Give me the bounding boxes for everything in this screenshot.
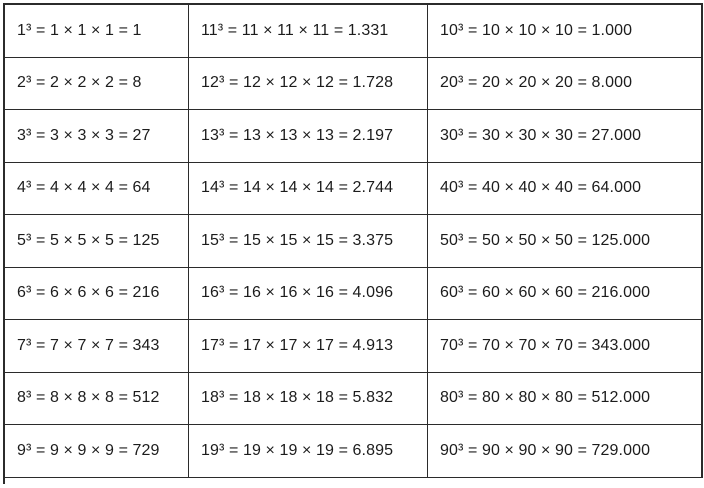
table-cell: 16³ = 16 × 16 × 16 = 4.096 — [189, 268, 428, 321]
table-cell: 18³ = 18 × 18 × 18 = 5.832 — [189, 373, 428, 426]
table-cell: 15³ = 15 × 15 × 15 = 3.375 — [189, 215, 428, 268]
table-cell: 8³ = 8 × 8 × 8 = 512 — [5, 373, 189, 426]
table-cell: 2³ = 2 × 2 × 2 = 8 — [5, 58, 189, 111]
table-cell: 9³ = 9 × 9 × 9 = 729 — [5, 425, 189, 478]
table-cell: 5³ = 5 × 5 × 5 = 125 — [5, 215, 189, 268]
table-cell: 17³ = 17 × 17 × 17 = 4.913 — [189, 320, 428, 373]
table-cell: 30³ = 30 × 30 × 30 = 27.000 — [428, 110, 701, 163]
table-cell: 70³ = 70 × 70 × 70 = 343.000 — [428, 320, 701, 373]
table-continuation-left-border — [3, 478, 5, 484]
table-cell: 6³ = 6 × 6 × 6 = 216 — [5, 268, 189, 321]
table-cell: 13³ = 13 × 13 × 13 = 2.197 — [189, 110, 428, 163]
table-cell: 20³ = 20 × 20 × 20 = 8.000 — [428, 58, 701, 111]
table-cell: 90³ = 90 × 90 × 90 = 729.000 — [428, 425, 701, 478]
table-cell: 1³ = 1 × 1 × 1 = 1 — [5, 5, 189, 58]
table-cell: 50³ = 50 × 50 × 50 = 125.000 — [428, 215, 701, 268]
table-cell: 80³ = 80 × 80 × 80 = 512.000 — [428, 373, 701, 426]
table-cell: 60³ = 60 × 60 × 60 = 216.000 — [428, 268, 701, 321]
table-cell: 12³ = 12 × 12 × 12 = 1.728 — [189, 58, 428, 111]
table-cell: 3³ = 3 × 3 × 3 = 27 — [5, 110, 189, 163]
cubes-table — [3, 3, 703, 478]
table-cell: 7³ = 7 × 7 × 7 = 343 — [5, 320, 189, 373]
table-cell: 11³ = 11 × 11 × 11 = 1.331 — [189, 5, 428, 58]
table-cell: 4³ = 4 × 4 × 4 = 64 — [5, 163, 189, 216]
table-cell: 10³ = 10 × 10 × 10 = 1.000 — [428, 5, 701, 58]
table-cell: 40³ = 40 × 40 × 40 = 64.000 — [428, 163, 701, 216]
table-cell: 14³ = 14 × 14 × 14 = 2.744 — [189, 163, 428, 216]
table-cell: 19³ = 19 × 19 × 19 = 6.895 — [189, 425, 428, 478]
